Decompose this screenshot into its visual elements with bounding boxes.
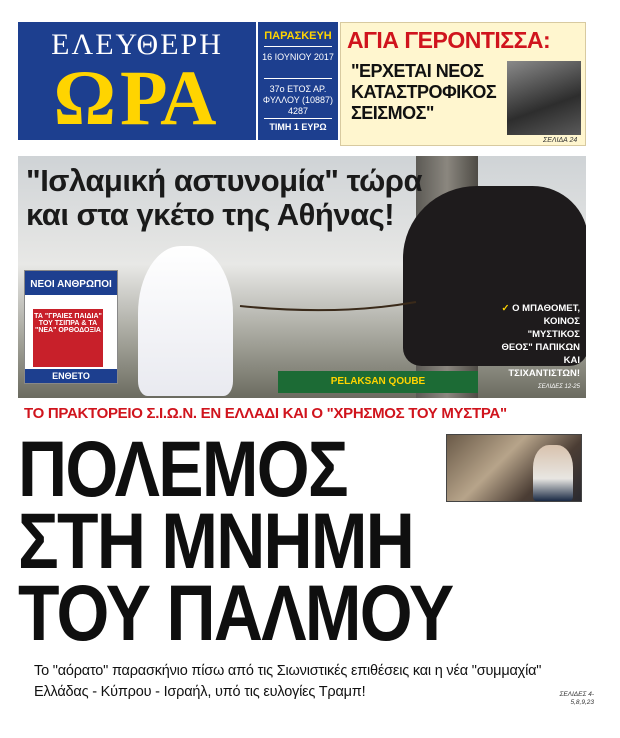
- inset-title: ΝΕΟΙ ΑΝΘΡΩΠΟΙ: [25, 271, 117, 295]
- issue-date: 16 ΙΟΥΝΙΟΥ 2017: [262, 52, 334, 62]
- teaser-quote: "ΕΡΧΕΤΑΙ ΝΕΟΣ ΚΑΤΑΣΤΡΟΦΙΚΟΣ ΣΕΙΣΜΟΣ": [351, 61, 497, 123]
- headline-photo-person: [533, 445, 573, 501]
- supplement-inset[interactable]: [24, 270, 118, 384]
- teaser-page-ref: ΣΕΛΙΔΑ 24: [543, 137, 578, 144]
- photo-banner: PELAKSAN QOUBE: [278, 371, 478, 393]
- issue-number: 37ο ΕΤΟΣ ΑΡ. ΦΥΛΛΟΥ (10887) 4287: [262, 84, 334, 116]
- brand-logo: ΩΡΑ: [53, 54, 221, 141]
- teaser-title: ΑΓΙΑ ΓΕΡΟΝΤΙΣΣΑ:: [347, 27, 551, 53]
- divider: [264, 118, 332, 119]
- lead-photo[interactable]: [18, 156, 586, 398]
- masthead: [18, 22, 256, 140]
- subtitle: Το "αόρατο" παρασκήνιο πίσω από τις Σιωνιστικές επιθέσεις και η νέα "συμμαχία" Ελλάδας - Κύπρου - Ισραήλ, υπό τις ευλογίες Τραμπ!: [34, 663, 542, 700]
- headline-line-1[interactable]: ΠΟΛΕΜΟΣ: [18, 424, 347, 513]
- divider: [264, 78, 332, 79]
- brand-top: ΕΛΕΥΘΕΡΗ: [51, 28, 223, 61]
- teaser-box[interactable]: [340, 22, 586, 146]
- divider: [264, 46, 332, 47]
- kicker: ΤΟ ΠΡΑΚΤΟΡΕΙΟ Σ.Ι.Ω.Ν. ΕΝ ΕΛΛΑΔΙ ΚΑΙ Ο "ΧΡΗΣΜΟΣ ΤΟΥ ΜΥΣΤΡΑ": [24, 405, 507, 422]
- issue-info-box: [258, 22, 338, 140]
- photo-headline: "Ισλαμική αστυνομία" τώρα και στα γκέτο της Αθήνας!: [26, 163, 423, 232]
- issue-price: ΤΙΜΗ 1 ΕΥΡΩ: [269, 122, 327, 132]
- headline-line-2[interactable]: ΣΤΗ ΜΝΗΜΗ: [18, 496, 414, 585]
- teaser-photo: [507, 61, 581, 135]
- photo-figure-white: [138, 246, 233, 396]
- subtitle-page-ref: ΣΕΛΙΔΕΣ 4-5,8,9,23: [559, 691, 594, 706]
- inset-text: ΤΑ "ΓΡΑΙΕΣ ΠΑΙΔΙΑ" ΤΟΥ ΤΣΙΠΡΑ & ΤΑ "ΝΕΑ" ΟΡΘΟΔΟΞΙΑ: [33, 309, 103, 367]
- issue-day: ΠΑΡΑΣΚΕΥΗ: [264, 30, 332, 42]
- headline-photo: [446, 434, 582, 502]
- side-caption: [496, 302, 580, 380]
- headline-line-3[interactable]: ΤΟΥ ΠΑΛΜΟΥ: [18, 568, 453, 657]
- photo-whip: [238, 296, 418, 316]
- check-icon: ✓: [501, 303, 510, 314]
- side-caption-text: Ο ΜΠΑΘΟΜΕΤ, ΚΟΙΝΟΣ "ΜΥΣΤΙΚΟΣ ΘΕΟΣ" ΠΑΠΙΚΩΝ ΚΑΙ ΤΣΙΧΑΝΤΙΣΤΩΝ!: [501, 303, 580, 379]
- photo-page-ref: ΣΕΛΙΔΕΣ 12-25: [538, 384, 580, 390]
- inset-label: ΕΝΘΕΤΟ: [25, 369, 117, 383]
